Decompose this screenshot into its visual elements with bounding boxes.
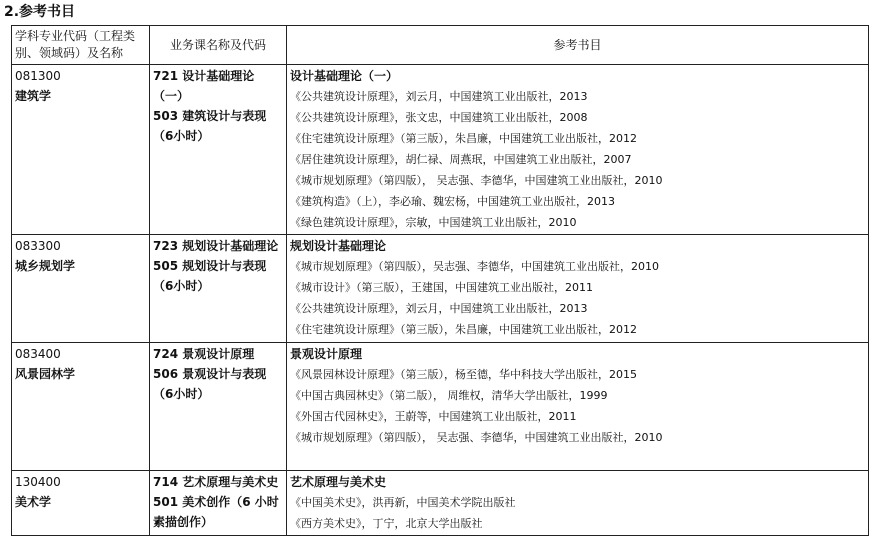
- course-item: 505 规划设计与表现（6小时）: [153, 259, 267, 293]
- major-code: 130400: [15, 475, 61, 489]
- reference-item: 《中国古典园林史》（第二版）， 周维权，清华大学出版社，1999: [290, 389, 608, 402]
- reference-item: 《城市规划原理》（第四版），吴志强、李德华，中国建筑工业出版社，2010: [290, 260, 659, 273]
- reference-cell: [287, 343, 869, 471]
- reference-heading: 规划设计基础理论: [290, 239, 387, 253]
- section-title: 2.参考书目: [4, 4, 76, 20]
- reference-cell: [287, 235, 869, 343]
- reference-cell: [287, 471, 869, 536]
- reference-item: 《居住建筑设计原理》，胡仁禄、周燕珉，中国建筑工业出版社，2007: [290, 153, 632, 166]
- reference-cell: [287, 65, 869, 235]
- major-cell: [12, 65, 150, 235]
- course-cell: [150, 343, 287, 471]
- reference-heading: 景观设计原理: [290, 347, 363, 361]
- reference-item: 《风景园林设计原理》（第三版），杨至德，华中科技大学出版社，2015: [290, 368, 637, 381]
- major-cell: [12, 235, 150, 343]
- header-major-code: 学科专业代码（工程类别、领域码）及名称: [12, 26, 150, 65]
- major-code: 083300: [15, 239, 61, 253]
- major-name: 美术学: [15, 495, 52, 509]
- reference-item: 《住宅建筑设计原理》（第三版），朱昌廉，中国建筑工业出版社，2012: [290, 323, 637, 336]
- table-header-row: [12, 26, 869, 65]
- reference-item: 《外国古代园林史》，王蔚等，中国建筑工业出版社，2011: [290, 410, 577, 423]
- course-item: 503 建筑设计与表现（6小时）: [153, 109, 267, 143]
- course-item: 724 景观设计原理: [153, 347, 255, 361]
- reference-item: 《城市规划原理》（第四版）， 吴志强、李德华，中国建筑工业出版社，2010: [290, 174, 663, 187]
- reference-item: 《西方美术史》，丁宁，北京大学出版社: [290, 517, 483, 530]
- reference-item: 《建筑构造》（上），李必瑜、魏宏杨，中国建筑工业出版社，2013: [290, 195, 615, 208]
- reference-item: 《公共建筑设计原理》，刘云月，中国建筑工业出版社，2013: [290, 90, 588, 103]
- course-item: 501 美术创作（6 小时素描创作）: [153, 495, 279, 529]
- major-cell: [12, 343, 150, 471]
- course-cell: [150, 471, 287, 536]
- major-name: 城乡规划学: [15, 259, 76, 273]
- course-item: 506 景观设计与表现（6小时）: [153, 367, 267, 401]
- major-code: 081300: [15, 69, 61, 83]
- reference-item: 《绿色建筑设计原理》，宗敏，中国建筑工业出版社，2010: [290, 216, 577, 229]
- major-name: 风景园林学: [15, 367, 76, 381]
- major-cell: [12, 471, 150, 536]
- major-name: 建筑学: [15, 89, 52, 103]
- table-row: [12, 65, 869, 235]
- header-course-name: 业务课名称及代码: [150, 26, 287, 65]
- reference-item: 《城市设计》（第三版），王建国，中国建筑工业出版社，2011: [290, 281, 593, 294]
- course-item: 721 设计基础理论（一）: [153, 69, 255, 103]
- major-code: 083400: [15, 347, 61, 361]
- reference-heading: 艺术原理与美术史: [290, 475, 387, 489]
- reference-item: 《住宅建筑设计原理》（第三版），朱昌廉，中国建筑工业出版社，2012: [290, 132, 637, 145]
- course-item: 714 艺术原理与美术史: [153, 475, 279, 489]
- reference-item: 《中国美术史》，洪再新，中国美术学院出版社: [290, 496, 516, 509]
- table-row: [12, 235, 869, 343]
- reference-item: 《公共建筑设计原理》，张文忠，中国建筑工业出版社，2008: [290, 111, 588, 124]
- course-cell: [150, 65, 287, 235]
- reference-books-table: [11, 25, 869, 536]
- table-row: [12, 343, 869, 471]
- reference-heading: 设计基础理论（一）: [290, 69, 399, 83]
- reference-item: 《城市规划原理》（第四版）， 吴志强、李德华，中国建筑工业出版社，2010: [290, 431, 663, 444]
- reference-item: 《公共建筑设计原理》，刘云月，中国建筑工业出版社，2013: [290, 302, 588, 315]
- course-cell: [150, 235, 287, 343]
- course-item: 723 规划设计基础理论: [153, 239, 279, 253]
- header-reference-books: 参考书目: [287, 26, 869, 65]
- table-row: [12, 471, 869, 536]
